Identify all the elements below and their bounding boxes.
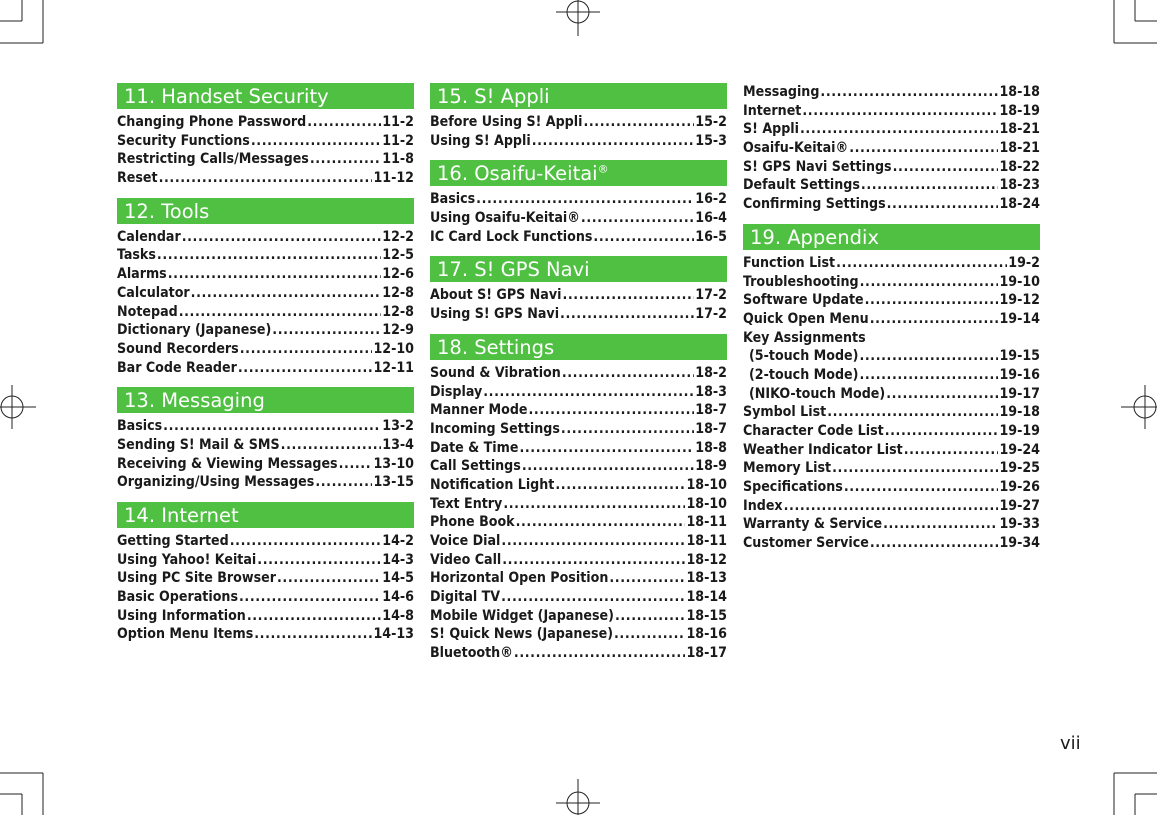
- toc-entry-page: 15-3: [695, 132, 727, 149]
- dot-leader: [191, 284, 382, 303]
- toc-entry[interactable]: [430, 588, 727, 607]
- dot-leader: [849, 139, 998, 158]
- toc-entry[interactable]: [430, 420, 727, 439]
- toc-entry-page: 12-9: [382, 322, 414, 339]
- toc-entry-title: About S! GPS Navi: [430, 287, 562, 304]
- dot-leader: [238, 359, 373, 378]
- toc-entry[interactable]: [117, 150, 414, 169]
- toc-entry-page: 12-6: [382, 266, 414, 283]
- section-heading: 11. Handset Security: [117, 83, 414, 109]
- toc-entry-title: Horizontal Open Position: [430, 570, 609, 587]
- toc-entry-title: Warranty & Service: [743, 516, 883, 533]
- dot-leader: [886, 385, 998, 404]
- dot-leader: [483, 383, 694, 402]
- toc-entry-title: Digital TV: [430, 589, 501, 606]
- toc-entry[interactable]: [430, 190, 727, 209]
- toc-entry[interactable]: [117, 551, 414, 570]
- toc-entry[interactable]: [430, 286, 727, 305]
- toc-entry-title: Using PC Site Browser: [117, 570, 277, 587]
- dot-leader: [581, 209, 694, 228]
- toc-entry-page: 19-2: [1008, 254, 1040, 271]
- toc-section: [743, 83, 1040, 214]
- dot-leader: [519, 439, 694, 458]
- dot-leader: [240, 340, 373, 359]
- toc-entry-title: Weather Indicator List: [743, 441, 903, 458]
- toc-entry[interactable]: [743, 291, 1040, 310]
- dot-leader: [168, 265, 382, 284]
- toc-entry-page: 18-14: [686, 589, 727, 606]
- dot-leader: [239, 588, 381, 607]
- toc-entry[interactable]: [430, 513, 727, 532]
- dot-leader: [883, 515, 998, 534]
- toc-entry-title: Basics: [117, 418, 163, 435]
- toc-entry[interactable]: [430, 495, 727, 514]
- toc-entry-title: Manner Mode: [430, 402, 528, 419]
- toc-entry-page: 12-10: [373, 340, 414, 357]
- toc-entry[interactable]: [430, 457, 727, 476]
- dot-leader: [593, 228, 694, 247]
- toc-entry[interactable]: [430, 228, 727, 247]
- toc-entry[interactable]: [430, 607, 727, 626]
- toc-entry[interactable]: [430, 439, 727, 458]
- toc-entry-page: 14-8: [382, 607, 414, 624]
- toc-entry-title: Mobile Widget (Japanese): [430, 607, 614, 624]
- toc-entry-title: Changing Phone Password: [117, 114, 307, 130]
- toc-entry[interactable]: [117, 321, 414, 340]
- dot-leader: [614, 625, 685, 644]
- toc-entry[interactable]: [117, 607, 414, 626]
- toc-entry-title: Customer Service: [743, 535, 869, 552]
- toc-entry-title: Key Assignments: [743, 329, 866, 346]
- toc-entry-title: Using Yahoo! Keitai: [117, 551, 257, 568]
- toc-entry-page: 19-24: [999, 441, 1040, 458]
- toc-entry[interactable]: [117, 113, 414, 132]
- toc-entry[interactable]: [117, 569, 414, 588]
- dot-leader: [885, 422, 999, 441]
- toc-entry-title: S! Appli: [743, 121, 799, 138]
- toc-entry[interactable]: [430, 364, 727, 383]
- toc-entry-title: Alarms: [117, 266, 167, 283]
- dot-leader: [870, 534, 999, 553]
- page-number: vii: [1060, 733, 1081, 754]
- section-heading: 14. Internet: [117, 502, 414, 528]
- toc-entry-title: Text Entry: [430, 495, 503, 512]
- toc-entry-title: Using Osaifu-Keitai®: [430, 210, 580, 227]
- toc-entry[interactable]: [743, 139, 1040, 158]
- toc-entry-page: 18-12: [686, 551, 727, 568]
- toc-entry-title: Getting Started: [117, 533, 229, 549]
- toc-entry-page: 17-2: [695, 287, 727, 304]
- dot-leader: [277, 569, 381, 588]
- toc-entry[interactable]: [743, 497, 1040, 516]
- toc-entry-page: 18-13: [686, 570, 727, 587]
- toc-entry-page: 18-9: [695, 458, 727, 475]
- toc-entry-title: Security Functions: [117, 132, 250, 149]
- dot-leader: [555, 476, 685, 495]
- toc-entry[interactable]: [117, 228, 414, 247]
- toc-entry-title: Quick Open Menu: [743, 310, 869, 327]
- section-heading: 19. Appendix: [743, 224, 1040, 250]
- dot-leader: [827, 403, 998, 422]
- toc-entry-page: 18-24: [999, 196, 1040, 213]
- dot-leader: [339, 455, 373, 474]
- dot-leader: [861, 176, 999, 195]
- toc-entry-page: 18-11: [686, 533, 727, 549]
- toc-entry-page: 13-4: [382, 436, 414, 453]
- toc-entry-title: Confirming Settings: [743, 196, 886, 213]
- toc-entry-page: 19-12: [999, 292, 1040, 309]
- toc-entry[interactable]: [743, 478, 1040, 497]
- toc-entry[interactable]: [743, 254, 1040, 273]
- dot-leader: [561, 420, 694, 439]
- toc-entry[interactable]: [117, 455, 414, 474]
- toc-entry[interactable]: [117, 303, 414, 322]
- toc-entry[interactable]: [430, 644, 727, 663]
- toc-entry-title: Function List: [743, 254, 836, 271]
- toc-entry-title: Osaifu-Keitai®: [743, 140, 849, 157]
- toc-entry-page: 18-8: [695, 439, 727, 456]
- toc-entry-page: 18-21: [999, 140, 1040, 157]
- toc-entry-title: Receiving & Viewing Messages: [117, 455, 338, 472]
- toc-entry-page: 14-2: [382, 533, 414, 549]
- toc-column-2: [430, 83, 727, 663]
- toc-entry-title: Character Code List: [743, 423, 884, 439]
- section-heading: 15. S! Appli: [430, 83, 727, 109]
- toc-entry-page: 12-2: [382, 228, 414, 245]
- toc-entry-title: Option Menu Items: [117, 626, 254, 643]
- toc-entry-page: 17-2: [695, 306, 727, 323]
- toc-entry-title: Index: [743, 497, 783, 514]
- toc-entry-page: 19-18: [999, 404, 1040, 421]
- toc-entry-page: 18-10: [686, 476, 727, 493]
- toc-entry-page: 18-19: [999, 102, 1040, 119]
- dot-leader: [501, 532, 685, 551]
- toc-entry[interactable]: [743, 158, 1040, 177]
- toc-entry-title: Internet: [743, 102, 802, 119]
- section-heading: 16. Osaifu-Keitai®: [430, 160, 727, 186]
- toc-entry[interactable]: [743, 459, 1040, 478]
- toc-section: [430, 160, 727, 246]
- toc-entry[interactable]: [117, 246, 414, 265]
- dot-leader: [522, 457, 694, 476]
- dot-leader: [529, 401, 695, 420]
- toc-entry[interactable]: [430, 625, 727, 644]
- toc-entry-title: Sound & Vibration: [430, 364, 561, 381]
- toc-entry-page: 14-13: [373, 626, 414, 643]
- toc-entry[interactable]: [743, 102, 1040, 121]
- toc-entry-title: Display: [430, 383, 483, 400]
- dot-leader: [832, 459, 998, 478]
- dot-leader: [514, 644, 686, 663]
- toc-entry-title: Phone Book: [430, 514, 515, 531]
- toc-entry-page: 14-6: [382, 589, 414, 606]
- toc-entry-title: Calculator: [117, 284, 190, 301]
- toc-entry-title: Calendar: [117, 228, 181, 245]
- toc-entry-title: Default Settings: [743, 177, 860, 194]
- section-heading: 17. S! GPS Navi: [430, 256, 727, 282]
- toc-entry-page: 14-3: [382, 551, 414, 568]
- toc-entry[interactable]: [117, 169, 414, 188]
- toc-entry[interactable]: [117, 588, 414, 607]
- toc-entry[interactable]: [117, 532, 414, 551]
- toc-section: [117, 198, 414, 378]
- toc-entry-page: 19-26: [999, 479, 1040, 496]
- dot-leader: [800, 120, 998, 139]
- dot-leader: [230, 532, 382, 551]
- toc-entry-title: Tasks: [117, 247, 156, 264]
- toc-entry-page: 19-25: [999, 460, 1040, 477]
- dot-leader: [182, 228, 382, 247]
- toc-entry[interactable]: [430, 113, 727, 132]
- toc-entry-title: Basics: [430, 191, 476, 208]
- toc-entry[interactable]: [117, 265, 414, 284]
- toc-entry-title: Bar Code Reader: [117, 359, 237, 376]
- dot-leader: [904, 441, 999, 460]
- dot-leader: [157, 246, 381, 265]
- toc-entry[interactable]: [743, 273, 1040, 292]
- toc-entry-title: Before Using S! Appli: [430, 114, 583, 130]
- toc-entry-page: 16-2: [695, 191, 727, 208]
- toc-entry-page: 18-3: [695, 383, 727, 400]
- dot-leader: [501, 588, 685, 607]
- toc-entry-title: Incoming Settings: [430, 420, 560, 437]
- toc-entry-page: 18-10: [686, 495, 727, 512]
- toc-section: [743, 224, 1040, 553]
- dot-leader: [502, 551, 685, 570]
- toc-entry[interactable]: [430, 132, 727, 151]
- toc-section: [430, 334, 727, 663]
- toc-entry[interactable]: [430, 551, 727, 570]
- toc-entry-page: 18-7: [695, 402, 727, 419]
- toc-entry[interactable]: [430, 476, 727, 495]
- dot-leader: [247, 607, 381, 626]
- toc-entry-title: Date & Time: [430, 439, 519, 456]
- toc-entry[interactable]: [743, 83, 1040, 102]
- toc-entry-page: 19-15: [999, 348, 1040, 365]
- dot-leader: [583, 113, 694, 132]
- toc-entry-title: Using S! GPS Navi: [430, 306, 560, 323]
- toc-entry-page: 12-11: [373, 359, 414, 376]
- toc-entry-title: Specifications: [743, 479, 843, 496]
- toc-entry-page: 14-5: [382, 570, 414, 587]
- toc-entry-title: S! GPS Navi Settings: [743, 158, 892, 175]
- toc-entry-title: Messaging: [743, 84, 820, 100]
- toc-entry-page: 16-5: [695, 228, 727, 245]
- dot-leader: [562, 286, 694, 305]
- toc-entry-title: Reset: [117, 170, 158, 187]
- toc-entry-page: 12-5: [382, 247, 414, 264]
- dot-leader: [844, 478, 999, 497]
- dot-leader: [802, 102, 998, 121]
- toc-entry[interactable]: [743, 120, 1040, 139]
- toc-entry[interactable]: [430, 532, 727, 551]
- toc-entry-page: 18-23: [999, 177, 1040, 194]
- toc-entry-title: Bluetooth®: [430, 645, 513, 662]
- dot-leader: [307, 113, 381, 132]
- toc-entry-title: Sound Recorders: [117, 340, 239, 357]
- toc-entry-page: 11-12: [373, 170, 414, 187]
- dot-leader: [870, 310, 999, 329]
- toc-entry[interactable]: [117, 473, 414, 492]
- toc-entry-title: Organizing/Using Messages: [117, 474, 315, 491]
- toc-entry-page: 11-8: [382, 151, 414, 168]
- dot-leader: [836, 254, 1007, 273]
- toc-entry-title: Symbol List: [743, 404, 827, 421]
- toc-entry[interactable]: [743, 195, 1040, 214]
- toc-entry-page: 18-22: [999, 158, 1040, 175]
- toc-entry-page: 18-15: [686, 607, 727, 624]
- toc-entry[interactable]: [430, 401, 727, 420]
- dot-leader: [315, 473, 372, 492]
- toc-section: [430, 83, 727, 150]
- toc-entry-title: Using Information: [117, 607, 246, 624]
- toc-entry-page: 19-19: [999, 423, 1040, 439]
- toc-entry-title: Voice Dial: [430, 533, 501, 549]
- toc-entry-page: 18-7: [695, 420, 727, 437]
- toc-entry-title: Video Call: [430, 551, 502, 568]
- toc-entry-title: Call Settings: [430, 458, 521, 475]
- toc-entry[interactable]: [117, 284, 414, 303]
- toc-entry-page: 19-14: [999, 310, 1040, 327]
- toc-entry-title: Using S! Appli: [430, 132, 531, 149]
- dot-leader: [859, 366, 998, 385]
- toc-entry-page: 16-4: [695, 210, 727, 227]
- toc-entry-page: 11-2: [382, 132, 414, 149]
- toc-entry-title: Memory List: [743, 460, 832, 477]
- section-heading: 12. Tools: [117, 198, 414, 224]
- toc-entry[interactable]: [117, 340, 414, 359]
- toc-entry-page: 19-33: [999, 516, 1040, 533]
- toc-entry[interactable]: [430, 383, 727, 402]
- dot-leader: [503, 495, 685, 514]
- toc-entry-title: Notification Light: [430, 476, 555, 493]
- dot-leader: [784, 497, 999, 516]
- toc-entry-title: Dictionary (Japanese): [117, 322, 272, 339]
- toc-entry-page: 18-11: [686, 514, 727, 531]
- toc-entry-title: IC Card Lock Functions: [430, 228, 593, 245]
- toc-entry-title: (NIKO-touch Mode): [749, 385, 886, 402]
- toc-entry[interactable]: [743, 366, 1040, 385]
- toc-entry-page: 19-17: [999, 385, 1040, 402]
- section-heading: 13. Messaging: [117, 387, 414, 413]
- section-heading: 18. Settings: [430, 334, 727, 360]
- dot-leader: [476, 190, 694, 209]
- dot-leader: [257, 551, 381, 570]
- toc-entry-page: 15-2: [695, 114, 727, 130]
- toc-entry[interactable]: [743, 310, 1040, 329]
- dot-leader: [159, 169, 373, 188]
- toc-entry[interactable]: [430, 209, 727, 228]
- toc-entry-page: 19-27: [999, 497, 1040, 514]
- dot-leader: [865, 291, 999, 310]
- toc-entry[interactable]: [117, 436, 414, 455]
- dot-leader: [887, 195, 999, 214]
- toc-column-1: [117, 83, 414, 644]
- toc-entry-page: 11-2: [382, 114, 414, 130]
- toc-section: [117, 387, 414, 492]
- toc-column-3: [743, 83, 1040, 553]
- toc-section: [117, 502, 414, 644]
- toc-entry[interactable]: [743, 176, 1040, 195]
- toc-entry-title: Basic Operations: [117, 589, 238, 606]
- toc-entry[interactable]: [430, 569, 727, 588]
- dot-leader: [615, 607, 685, 626]
- toc-entry-page: 12-8: [382, 284, 414, 301]
- dot-leader: [254, 625, 372, 644]
- toc-entry[interactable]: [743, 515, 1040, 534]
- toc-entry-page: 19-10: [999, 273, 1040, 290]
- toc-entry-page: 18-2: [695, 364, 727, 381]
- toc-entry-title: Troubleshooting: [743, 273, 859, 290]
- toc-entry[interactable]: [117, 132, 414, 151]
- toc-section: [117, 83, 414, 188]
- dot-leader: [179, 303, 382, 322]
- toc-entry[interactable]: [430, 305, 727, 324]
- dot-leader: [609, 569, 685, 588]
- toc-entry-page: 13-2: [382, 418, 414, 435]
- dot-leader: [860, 273, 999, 292]
- toc-entry-title: Restricting Calls/Messages: [117, 151, 309, 168]
- toc-entry-page: 18-18: [999, 84, 1040, 100]
- dot-leader: [163, 417, 381, 436]
- toc-entry-page: 18-21: [999, 121, 1040, 138]
- toc-entry[interactable]: [117, 417, 414, 436]
- toc-entry-title: Notepad: [117, 303, 178, 320]
- dot-leader: [272, 321, 381, 340]
- dot-leader: [859, 347, 998, 366]
- dot-leader: [516, 513, 686, 532]
- toc-entry-page: 19-34: [999, 535, 1040, 552]
- toc-entry-title: S! Quick News (Japanese): [430, 626, 613, 643]
- dot-leader: [310, 150, 381, 169]
- toc-entry-page: 19-16: [999, 366, 1040, 383]
- toc-section: [430, 256, 727, 323]
- toc-entry[interactable]: [117, 625, 414, 644]
- toc-entry-title: Software Update: [743, 292, 864, 309]
- toc-entry-page: 18-16: [686, 626, 727, 643]
- toc-entry[interactable]: [117, 359, 414, 378]
- toc-entry[interactable]: [743, 347, 1040, 366]
- toc-entry[interactable]: [743, 403, 1040, 422]
- dot-leader: [251, 132, 381, 151]
- toc-entry[interactable]: [743, 329, 1040, 348]
- toc-entry-title: Sending S! Mail & SMS: [117, 436, 280, 453]
- toc-entry-title: (2-touch Mode): [749, 366, 859, 383]
- dot-leader: [532, 132, 695, 151]
- dot-leader: [820, 83, 998, 102]
- toc-entry[interactable]: [743, 422, 1040, 441]
- toc-entry-page: 12-8: [382, 303, 414, 320]
- toc-entry[interactable]: [743, 534, 1040, 553]
- toc-entry-page: 13-10: [373, 455, 414, 472]
- toc-entry-title: (5-touch Mode): [749, 348, 859, 365]
- dot-leader: [562, 364, 694, 383]
- toc-entry-page: 13-15: [373, 474, 414, 491]
- toc-entry[interactable]: [743, 385, 1040, 404]
- dot-leader: [560, 305, 694, 324]
- toc-entry[interactable]: [743, 441, 1040, 460]
- dot-leader: [281, 436, 382, 455]
- dot-leader: [893, 158, 999, 177]
- toc-entry-page: 18-17: [686, 645, 727, 662]
